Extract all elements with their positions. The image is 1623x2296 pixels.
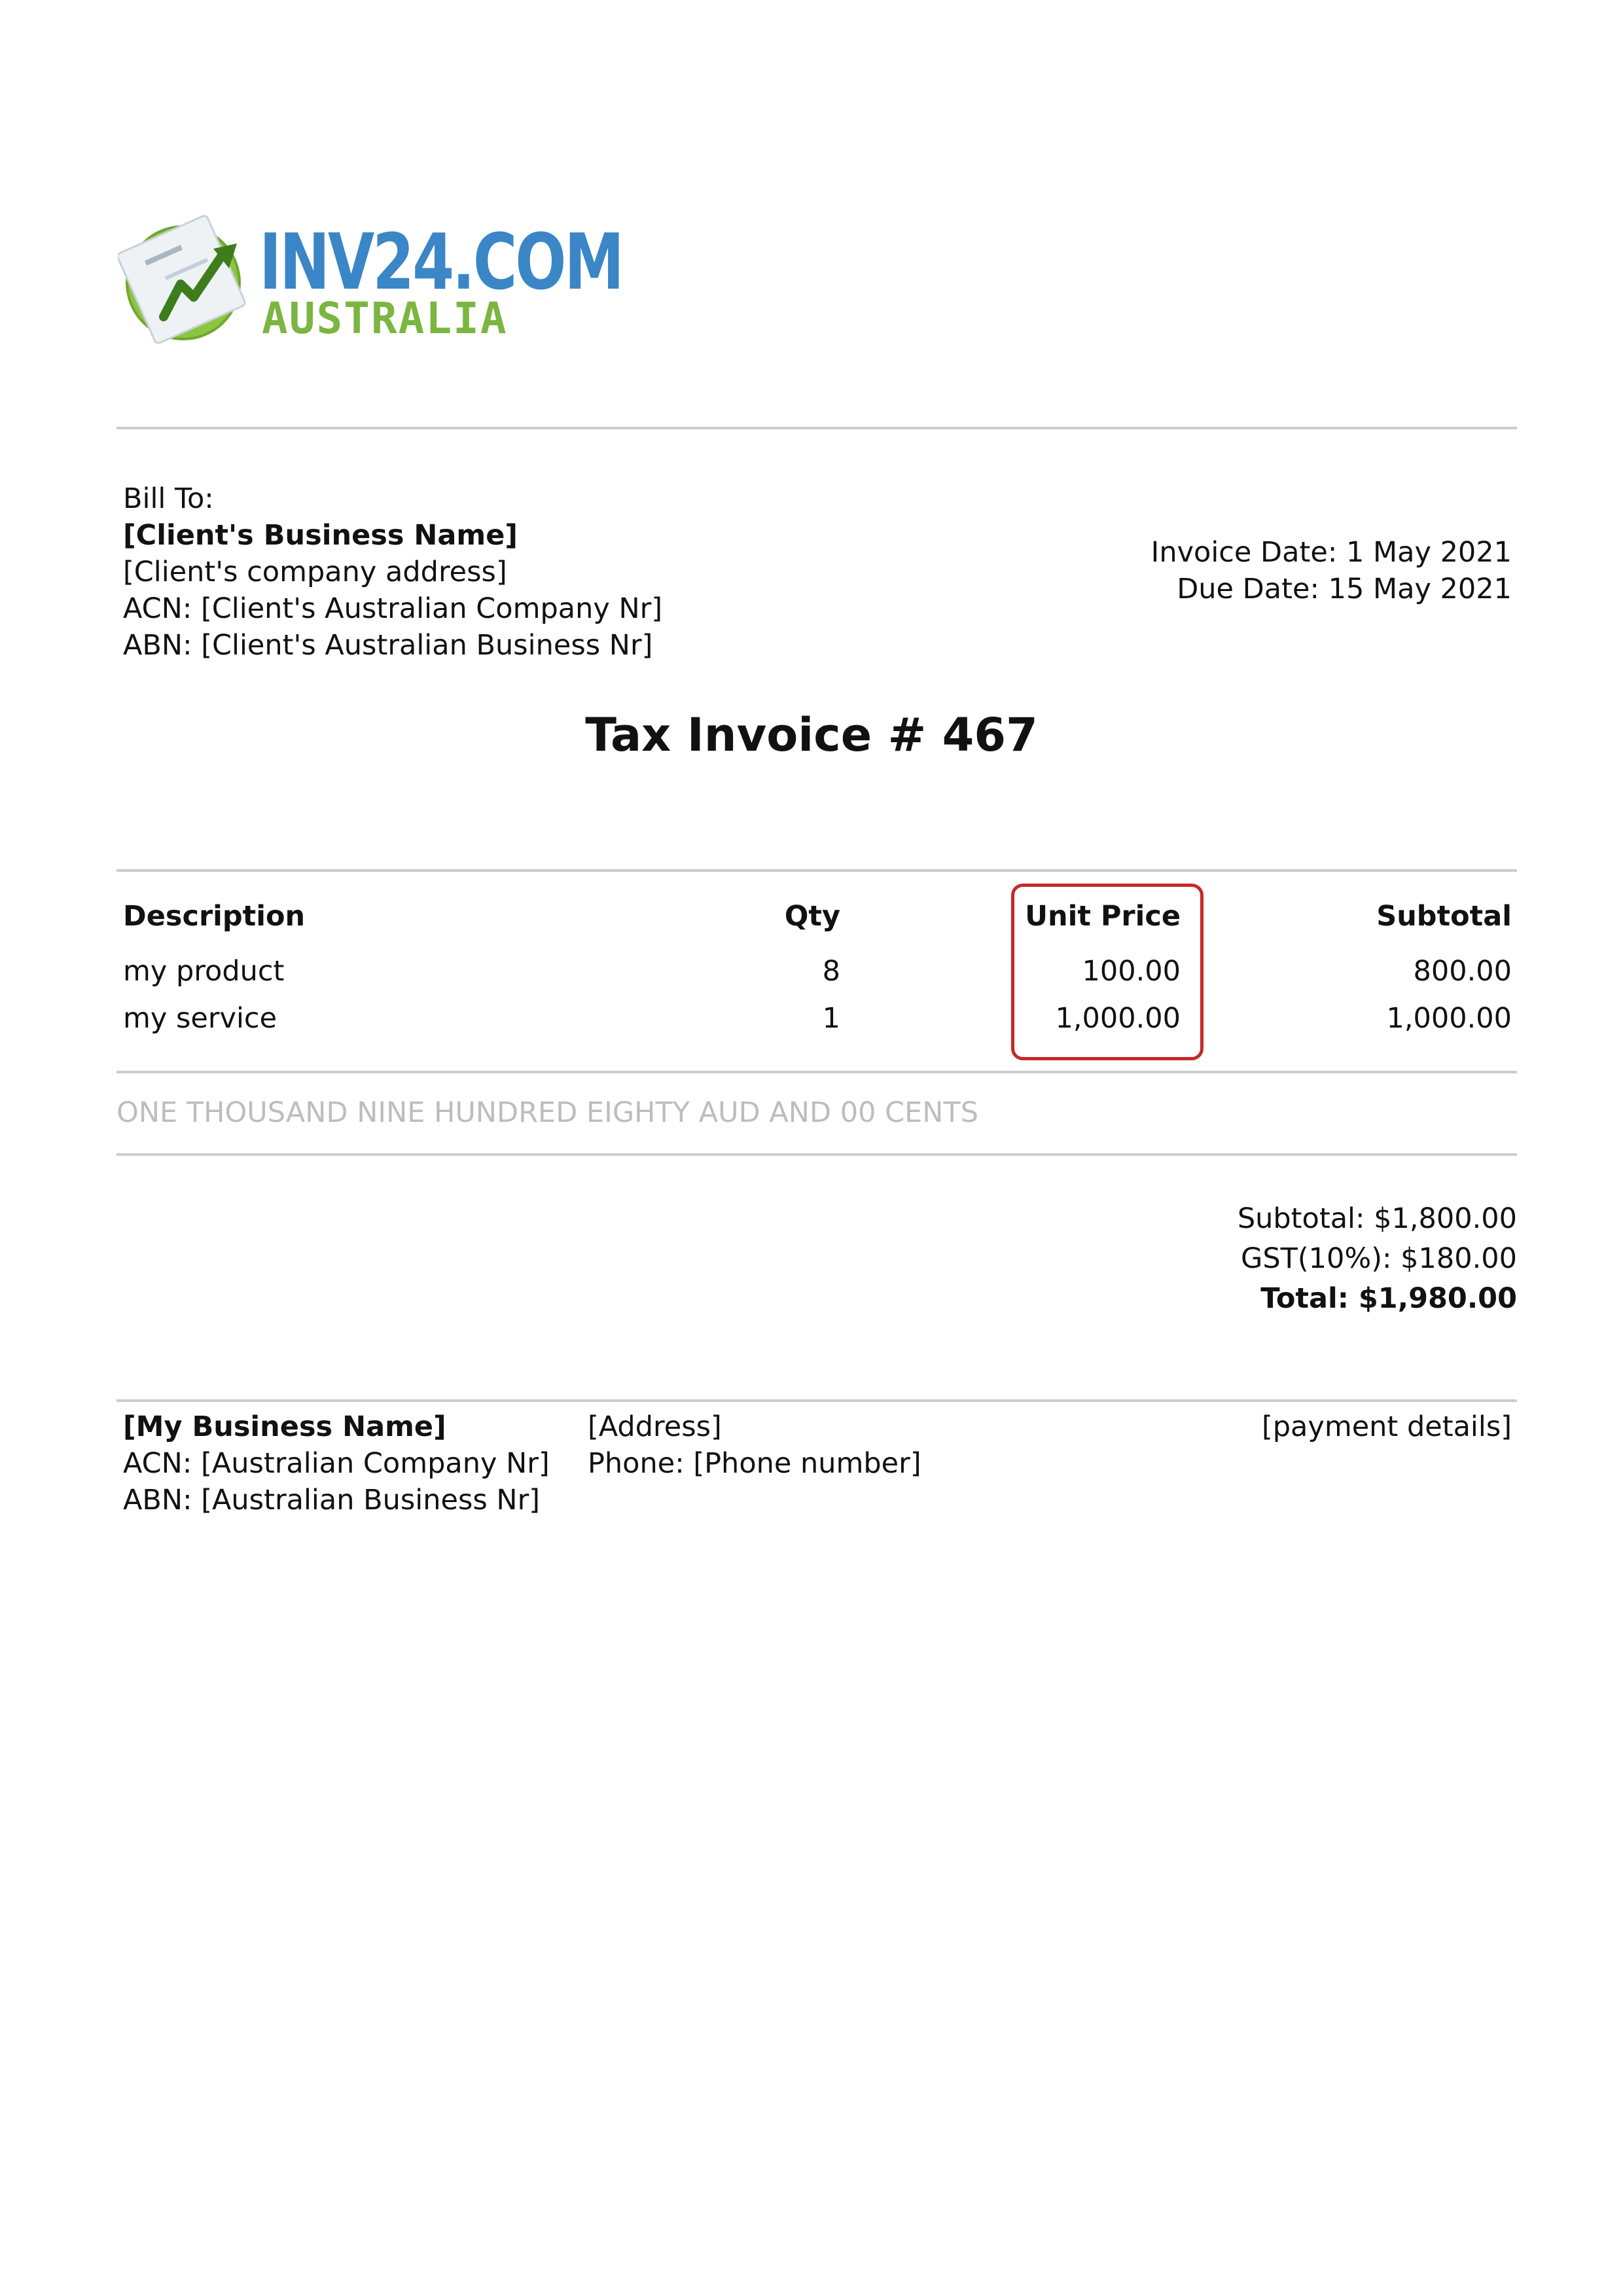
due-date: Due Date: 15 May 2021 [1177,573,1512,605]
totals-block [1238,1199,1517,1319]
table-bottom-divider [116,1071,1517,1073]
row-unit-price: 100.00 [1082,955,1181,988]
my-phone: Phone: [Phone number] [588,1447,921,1480]
table-top-divider [116,869,1517,872]
footer-payment-block [1262,1408,1512,1445]
invoice-chart-logo-icon [118,207,262,351]
header-subtotal: Subtotal [1376,900,1512,933]
invoice-date: Invoice Date: 1 May 2021 [1150,536,1512,569]
invoice-dates [1151,534,1512,607]
footer-divider [116,1399,1517,1402]
logo-region-text: AUSTRALIA [262,293,508,344]
my-address: [Address] [588,1410,722,1443]
client-business-name: [Client's Business Name] [123,519,518,552]
totals-total: Total: $1,980.00 [1260,1282,1517,1315]
client-acn: ACN: [Client's Australian Company Nr] [123,592,663,625]
row-subtotal: 800.00 [1413,955,1512,988]
row-subtotal: 1,000.00 [1386,1002,1512,1035]
header-unit-price: Unit Price [1025,900,1181,933]
unit-price-highlight [1011,884,1204,1060]
invoice-title: Tax Invoice # 467 [585,708,1038,762]
totals-gst: GST(10%): $180.00 [1241,1242,1517,1275]
footer-business-block [123,1408,550,1518]
header-qty: Qty [784,900,840,933]
my-abn: ABN: [Australian Business Nr] [123,1484,541,1516]
header-description: Description [123,900,306,933]
client-abn: ABN: [Client's Australian Business Nr] [123,629,653,662]
bill-to-label: Bill To: [123,482,214,515]
header-divider [116,427,1517,429]
logo-brand-text: INV24.COM [259,217,622,307]
row-qty: 1 [822,1002,840,1035]
totals-subtotal: Subtotal: $1,800.00 [1237,1202,1517,1235]
row-qty: 8 [822,955,840,988]
bill-to-block [123,480,662,664]
footer-contact-block [588,1408,921,1482]
row-description: my service [123,1002,277,1035]
row-description: my product [123,955,285,988]
amount-in-words: ONE THOUSAND NINE HUNDRED EIGHTY AUD AND 00 CENTS [116,1096,979,1129]
payment-details: [payment details] [1261,1410,1512,1443]
client-address: [Client's company address] [123,556,507,588]
words-divider [116,1153,1517,1156]
my-business-name: [My Business Name] [123,1410,446,1443]
my-acn: ACN: [Australian Company Nr] [123,1447,550,1480]
row-unit-price: 1,000.00 [1055,1002,1181,1035]
